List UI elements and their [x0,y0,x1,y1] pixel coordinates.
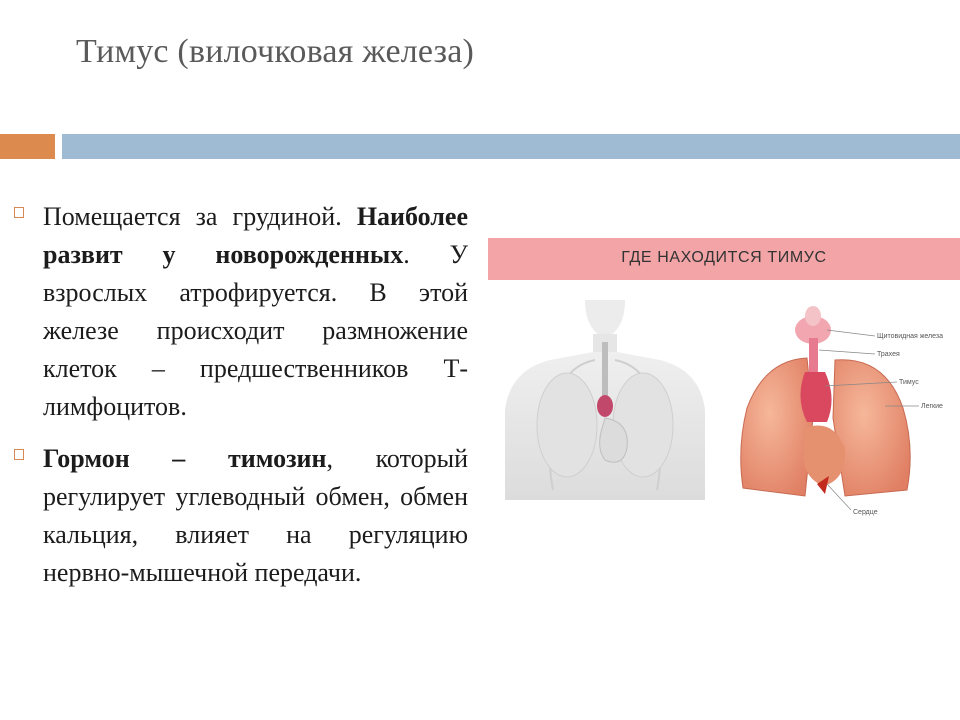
header-bar [62,134,960,159]
bullet-segment: . У взрослых атрофируется. В этой железе происходит размножение клеток – предшественников Т-лимфоцитов. [43,240,468,421]
trachea-line [602,342,608,404]
bullet-text [43,440,468,592]
bullet-square-icon [14,449,24,460]
left-lung [741,358,813,496]
bullet-segment-bold: Гормон – тимозин [43,444,327,473]
bullet-item [14,440,468,592]
bullet-text [43,198,468,426]
label-thyroid: Щитовидная железа [877,333,943,340]
label-thymus: Тимус [899,379,919,386]
bullet-item [14,198,468,426]
bullet-segment-bold: Наиболее развит у новорожденных [43,202,468,269]
accent-bar [0,134,55,159]
torso-illustration [505,300,705,500]
label-heart: Сердце [853,509,878,516]
thymus-mark [597,395,613,417]
bullet-list [14,198,468,606]
slide-title: Тимус (вилочковая железа) [76,33,475,70]
figure-banner-text: ГДЕ НАХОДИТСЯ ТИМУС [621,249,827,266]
figure-banner [488,238,960,280]
thymus-organ [800,372,831,422]
organs-illustration [735,298,960,520]
label-lungs: Легкие [921,403,943,410]
bullet-square-icon [14,207,24,218]
bullet-segment: , который регулирует углеводный обмен, обмен кальция, влияет на регуляцию нервно-мышечной передачи. [43,444,468,587]
label-trachea: Трахея [877,351,900,358]
bullet-segment: Помещается за грудиной. [43,202,357,231]
